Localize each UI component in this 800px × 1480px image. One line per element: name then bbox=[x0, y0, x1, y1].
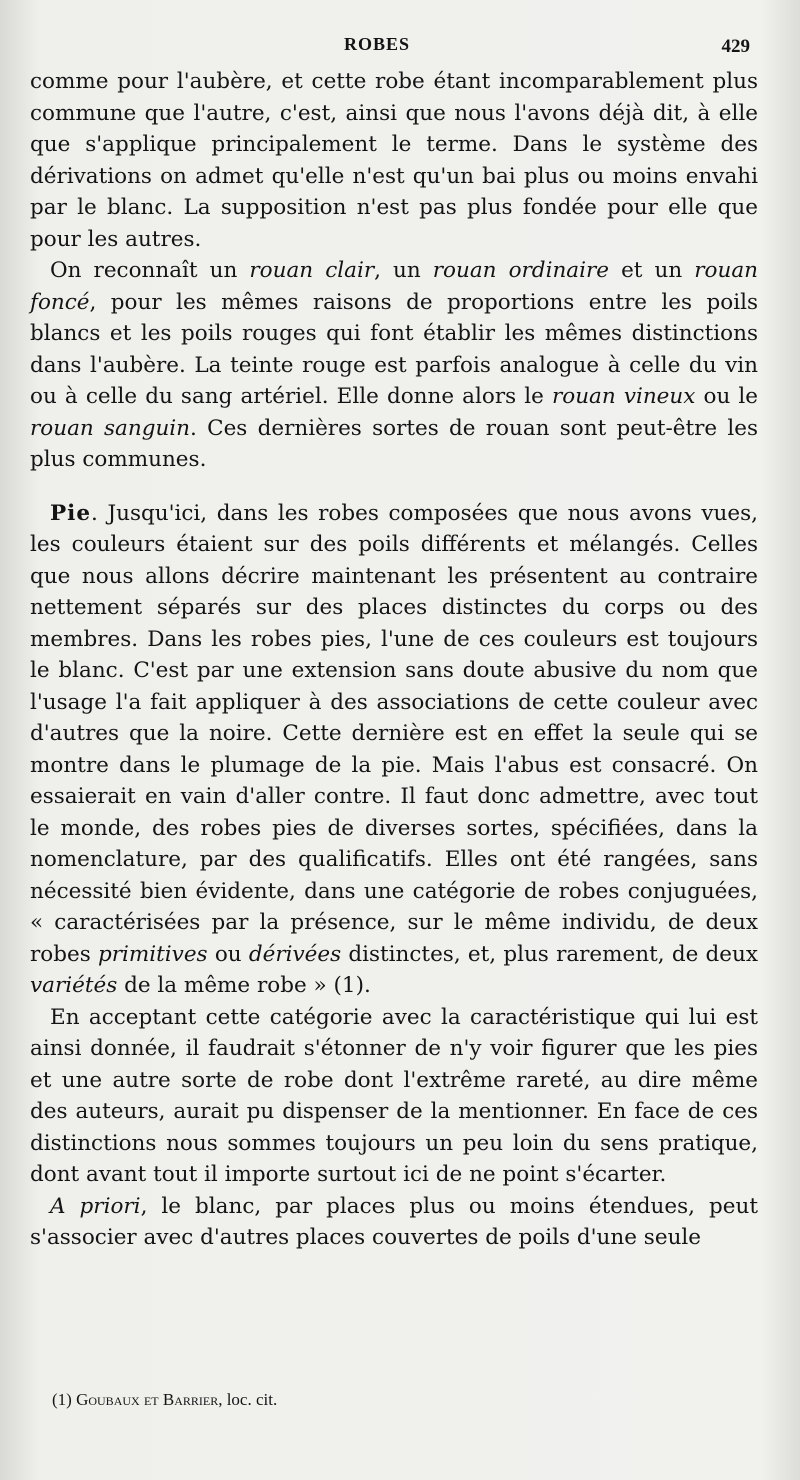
term-rouan-sanguin: rouan sanguin bbox=[30, 415, 191, 441]
paragraph-rouan-origin bbox=[30, 66, 758, 255]
text-run: , pour les mêmes raisons de proportions entre les poils blancs et les poils rouges qui font établir les mêmes distinctions dans l'aubère. La teinte rouge est parfois analogue à celle du vin ou à celle du sang artériel. Elle donne alors le bbox=[30, 289, 758, 409]
term-rouan-fonce: rouan foncé bbox=[30, 258, 759, 315]
text-run: On reconnaît un bbox=[50, 258, 250, 283]
paragraph-a-priori bbox=[30, 1191, 758, 1254]
paragraph-pie bbox=[30, 498, 758, 1002]
term-rouan-vineux: rouan vineux bbox=[551, 384, 696, 409]
text-run: ou bbox=[207, 941, 249, 967]
text-run: de la même robe » (1). bbox=[117, 973, 371, 998]
paragraph-text: comme pour l'aubère, et cette robe étant incomparablement plus commune que l'autre, c'est, ainsi que nous l'avons déjà dit, à elle que s'applique principalement le terme. Dans le système des dérivations on admet qu'elle n'est qu'un bai plus ou moins envahi par le blanc. La supposition n'est pas plus fondée pour elle que pour les autres. bbox=[30, 69, 758, 252]
footnote bbox=[52, 1390, 277, 1410]
text-run: ou le bbox=[695, 384, 759, 409]
term-rouan-clair: rouan clair bbox=[249, 258, 375, 283]
term-a-priori: A priori bbox=[50, 1193, 141, 1219]
text-run: , le blanc, par places plus ou moins étendues, peut s'associer avec d'autres places couvertes de poils d'une seule bbox=[30, 1193, 758, 1250]
page-number: 429 bbox=[721, 36, 750, 57]
text-run: distinctes, et, plus rarement, de deux bbox=[341, 941, 758, 967]
paragraph-rouan-varieties bbox=[30, 255, 758, 476]
running-title: ROBES bbox=[344, 34, 411, 54]
term-rouan-ordinaire: rouan ordinaire bbox=[432, 258, 609, 283]
text-run: . Jusqu'ici, dans les robes composées que nous avons vues, les couleurs étaient sur des poils différents et mélangés. Celles que nous allons décrire maintenant les présentent au contraire nettement séparés sur des places distinctes du corps ou des membres. Dans les robes pies, l'une de ces couleurs est toujours le blanc. C'est par une extension sans doute abusive du nom que l'usage l'a fait appliquer à des associations de cette couleur avec d'autres que la noire. Cette dernière est en effet la seule qui se montre dans le plumage de la pie. Mais l'abus est consacré. On essaierait en vain d'aller contre. Il faut donc admettre, avec tout le monde, des robes pies de diverses sortes, spécifiées, dans la nomenclature, par des qualificatifs. Elles ont été rangées, sans nécessité bien évidente, dans une catégorie de robes conjuguées, « caractérisées par la présence, sur le même individu, de deux robes bbox=[30, 500, 758, 967]
term-primitives: primitives bbox=[97, 941, 208, 967]
footnote-marker: (1) bbox=[52, 1390, 72, 1409]
term-varietes: variétés bbox=[30, 973, 118, 998]
page-body bbox=[30, 66, 758, 1254]
section-lead-pie: Pie bbox=[50, 500, 92, 526]
text-run: et un bbox=[609, 258, 695, 283]
term-derivees: dérivées bbox=[248, 941, 342, 967]
text-run: . Ces dernières sortes de rouan sont peut-être les plus communes. bbox=[30, 415, 758, 472]
page-header bbox=[0, 34, 800, 62]
paragraph-categorie bbox=[30, 1002, 758, 1191]
footnote-authors: Goubaux et Barrier bbox=[76, 1390, 219, 1409]
paragraph-text: En acceptant cette catégorie avec la caractéristique qui lui est ainsi donnée, il faudrait s'étonner de n'y voir figurer que les pies et une autre sorte de robe dont l'extrême rareté, au dire même des auteurs, aurait pu dispenser de la mentionner. En face de ces distinctions nous sommes toujours un peu loin du sens pratique, dont avant tout il importe surtout ici de ne point s'écarter. bbox=[30, 1004, 758, 1187]
footnote-reference: , loc. cit. bbox=[218, 1390, 278, 1409]
text-run: , un bbox=[374, 258, 433, 283]
